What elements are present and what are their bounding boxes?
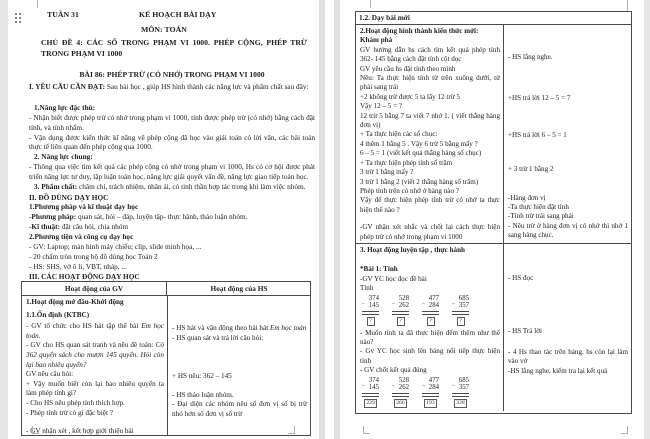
page-title: KẾ HOẠCH BÀI DẠY	[139, 10, 217, 19]
subtrahend-row	[361, 383, 379, 392]
hs-paragraph: -HS lắng nghe, kiểm tra lại kết quả	[508, 366, 608, 375]
activity-heading: 1.Hoạt động mở đầu-Khởi động	[26, 298, 124, 306]
equals-rule	[392, 311, 409, 315]
gv-paragraph: -GV nhận xét nhắc và chốt lại cách thực hiện phép trừ có nhớ trong phạm vi 1000	[360, 223, 500, 241]
gv-text: - GV tổ chức cho HS hát tập thể bài	[26, 322, 142, 331]
gv-paragraph: + Ta thực hiện phép tính số trăm	[360, 158, 453, 167]
subtraction-problem	[362, 295, 379, 328]
hs-paragraph: - 4 Hs thao tác trên bảng, hs còn lại làm vào vở	[508, 347, 628, 366]
answer-box: ?	[367, 317, 375, 326]
left-margin-strip	[0, 0, 8, 439]
exercise-heading: *Bài 1: Tính	[360, 265, 398, 274]
gv-paragraph: GV nêu câu hỏi:	[26, 370, 74, 379]
equals-rule	[452, 393, 469, 397]
hs-paragraph: + HS nêu: 362 – 145	[172, 372, 232, 381]
subtrahend-row	[451, 301, 469, 310]
hs-text: - HS hát và vận động theo bài hát	[172, 324, 271, 332]
subtraction-problem	[452, 295, 469, 328]
gv-cell	[356, 25, 503, 243]
minuend: 477	[428, 376, 439, 384]
technique-label: -Kĩ thuật:	[29, 222, 61, 232]
subtraction-problem	[392, 377, 409, 410]
activity-subheading: 1.1.Ổn định (KTBC)	[26, 310, 90, 319]
hs-paragraph: +HS trả lời 12 – 5 = 7	[508, 94, 571, 103]
page-2	[340, 0, 644, 439]
subtrahend-row	[421, 301, 439, 310]
right-margin-strip	[644, 0, 650, 439]
minus-icon: −	[421, 383, 426, 390]
column-header-gv: Hoạt động của GV	[22, 282, 167, 295]
row-day-bai-moi: 1.2. Dạy bài mới	[356, 12, 631, 25]
gv-paragraph: GV hướng dẫn hs cách tìm kết quả phép tính 362- 145 bằng cách đặt tính cột dọc	[360, 45, 500, 64]
minuend: 374	[368, 294, 379, 302]
equals-rule	[422, 311, 439, 315]
subtraction-problems-solved	[362, 377, 500, 410]
song-title: Em học toán	[270, 324, 307, 332]
answer-box: 193	[426, 399, 435, 406]
table-row	[356, 25, 631, 244]
gv-paragraph: +2 không trừ được 5 ta lấy 12 trừ 5	[360, 92, 460, 101]
gv-paragraph: - GV chốt kết quả đúng	[360, 366, 427, 375]
minuend: 685	[458, 294, 469, 302]
requirements-label: I. YÊU CẦU CẦN ĐẠT:	[29, 82, 106, 91]
quality-label: 3. Phẩm chất:	[34, 181, 78, 191]
equals-rule	[422, 393, 439, 397]
gv-cell	[22, 296, 167, 436]
answer-box: ?	[397, 317, 405, 326]
table-row	[356, 244, 631, 411]
subtraction-problem	[422, 377, 439, 410]
subtrahend: 284	[428, 302, 439, 310]
gv-cell	[356, 244, 503, 411]
activity-heading: 2.Hoạt động hình thành kiến thức mới:	[360, 27, 479, 35]
gv-paragraph: 3 trừ 1 bằng 2 (viết 2 thẳng hàng số trăm)	[360, 177, 479, 186]
equals-rule	[452, 311, 469, 315]
hs-paragraph: -Hàng đơn vị	[508, 193, 546, 202]
minus-icon: −	[451, 383, 456, 390]
text-boundary-mark	[37, 0, 38, 8]
subtrahend-row	[421, 383, 439, 392]
subtrahend: 145	[368, 302, 379, 310]
section-heading: 2. Năng lực chung:	[34, 152, 93, 162]
gv-paragraph: - Cho HS nêu phép tính thích hợp.	[26, 398, 125, 407]
gv-paragraph: + Ta thực hiện các số chục:	[360, 130, 438, 139]
activity-heading: 3. Hoạt động luyện tập , thực hành	[360, 246, 465, 254]
answer-box: 266	[396, 399, 405, 406]
lesson-title: BÀI 86: PHÉP TRỪ (CÓ NHỚ) TRONG PHẠM VI 1000	[79, 70, 265, 79]
subtrahend: 284	[428, 384, 439, 392]
song-title: Em học toán.	[26, 322, 165, 340]
activity-subheading: Khám phá	[360, 36, 393, 45]
gv-paragraph: + Vậy muốn biết còn lại bao nhiêu quyển ta làm phép tính gì?	[26, 379, 164, 398]
hs-paragraph: -Ta thực hiện đặt tính	[508, 203, 569, 212]
body-paragraph: - Vận dụng được kiến thức kĩ năng về phép cộng đã học vào giải toán có lời văn, các bài toán thực tế liên quan đến phép cộng qua 1000.	[29, 132, 315, 152]
equals-rule	[392, 393, 409, 397]
answer-box: 229	[366, 399, 375, 406]
hs-paragraph: -Tính trừ trái sang phải	[508, 212, 574, 221]
subtrahend-row	[451, 383, 469, 392]
subtrahend: 262	[398, 302, 409, 310]
hs-paragraph: - HS đọc	[508, 274, 534, 282]
subtraction-problem	[392, 295, 409, 328]
theme-label: CHỦ ĐỀ 4: CÁC SỐ TRONG PHẠM VI 1000. PHÉP CỘNG, PHÉP TRỪ TRONG PHẠM VI 1000	[41, 38, 307, 58]
body-paragraph	[29, 182, 315, 192]
text-boundary-mark	[627, 0, 628, 11]
gv-paragraph: Vậy để thực hiện phép tính trừ có nhớ ta thực hiện thế nào ?	[360, 196, 500, 214]
equals-rule	[362, 311, 379, 315]
subtrahend-row	[391, 301, 409, 310]
gv-paragraph: Tính	[360, 284, 374, 293]
hs-cell	[167, 296, 310, 436]
subject-label: MÔN: TOÁN	[141, 25, 187, 34]
answer-box: ?	[427, 317, 435, 326]
gv-paragraph: 3 trừ 1 bằng mấy ?	[360, 168, 414, 177]
subtraction-problems-unsolved	[362, 295, 500, 328]
gv-paragraph: GV yêu cầu hs đặt tính theo mình	[360, 64, 456, 73]
subtraction-problem	[422, 295, 439, 328]
equals-rule	[362, 393, 379, 397]
minuend: 528	[398, 294, 409, 302]
gv-paragraph	[26, 322, 164, 341]
quality-text: chăm chỉ, trách nhiệm, nhân ái, có tinh thần hợp tác trong khi làm việc nhóm.	[77, 181, 306, 191]
minus-icon: −	[391, 383, 396, 390]
gv-paragraph: 4 thêm 1 bằng 5 . Vậy 6 trừ 5 bằng mấy ?	[360, 139, 478, 148]
minus-icon: −	[361, 301, 366, 308]
subtrahend: 357	[458, 384, 469, 392]
hs-paragraph: + 3 trừ 1 bằng 2	[508, 165, 554, 174]
hs-paragraph: - HS thảo luận nhóm.	[172, 390, 234, 399]
text-boundary-mark	[370, 0, 371, 8]
subtrahend: 145	[368, 384, 379, 392]
body-paragraph	[29, 212, 315, 222]
math-problem-text: Có 362 quyển sách cho mượn 145 quyển. Hỏi còn lại bao nhiêu quyển?	[26, 341, 164, 369]
hs-paragraph: - HS quan sát và trả lời câu hỏi:	[172, 333, 264, 342]
minus-icon: −	[391, 301, 396, 308]
body-paragraph: - 20 chấm tròn trong bộ đồ dùng học Toán 2	[29, 251, 158, 261]
week-label: TUẦN 31	[47, 10, 79, 19]
text-boundary-mark	[621, 426, 628, 434]
section-heading: 2.Phương tiện và công cụ dạy học	[29, 231, 134, 241]
body-paragraph: - Thông qua việc tìm kết quả các phép cộng có nhớ trong phạm vi 1000, Hs có cơ hội được phát triển năng lực tư duy, lập luận toán học, năng lực giải quyết vấn đề, năng lực giao tiếp toán học.	[29, 162, 315, 181]
hs-paragraph: - Đại diện các nhóm nêu số đơn vị số bị trừ nhỏ hơn số đơn vị số trừ	[172, 400, 307, 418]
table-header-row	[22, 282, 310, 296]
minuend: 477	[428, 294, 439, 302]
gv-paragraph: Phép tính trên có nhớ ở hàng nào ?	[360, 186, 459, 195]
hs-paragraph: - HS lắng nghe.	[508, 53, 553, 61]
body-paragraph: - GV: Laptop; màn hình máy chiếu; clip, slide minh họa, ...	[29, 241, 202, 251]
answer-box: ?	[457, 317, 465, 326]
body-paragraph: - HS: SHS, vở ô li, VBT, nháp, ...	[29, 261, 127, 271]
gv-paragraph: Vậy 12 – 5 = ?	[360, 102, 403, 111]
method-label: -Phương pháp:	[29, 212, 77, 222]
gv-paragraph: - Muốn tính ta đã thực hiện đếm thêm như thế nào?	[360, 328, 500, 347]
section-heading: II. ĐỒ DÙNG DẠY HỌC	[29, 192, 109, 202]
gv-paragraph: Nêu: Ta thực hiện tính từ trên xuống dưới, từ phải sang trái	[360, 74, 500, 92]
minus-icon: −	[361, 383, 366, 390]
hs-paragraph: - HS Trả lời	[508, 327, 542, 336]
section-heading: 1.Phương pháp và kĩ thuật dạy học	[29, 202, 139, 212]
minus-icon: −	[451, 301, 456, 308]
gv-paragraph: 6 – 5 = 1 (viết kết quả thẳng hàng số chục)	[360, 149, 482, 158]
gv-paragraph: - Phép tính trừ có gì đặc biệt ?	[26, 408, 113, 417]
technique-text: đặt câu hỏi, chia nhóm	[60, 222, 129, 232]
subtraction-problem	[452, 377, 469, 410]
hs-paragraph: +HS trả lời 6 – 5 = 1	[508, 130, 567, 139]
text-boundary-mark	[288, 426, 295, 434]
activities-table	[21, 281, 311, 436]
gv-paragraph: -GV YC học đọc đề bài	[360, 274, 427, 283]
activities-table-continued	[355, 11, 632, 414]
gv-paragraph: 12 trừ 5 bằng 7 ta viết 7 nhớ 1. ( viết thẳng hàng đơn vị)	[360, 111, 500, 130]
minuend: 528	[398, 376, 409, 384]
hs-paragraph	[172, 324, 307, 334]
answer-box: 328	[456, 399, 465, 406]
gv-paragraph: - GV nhận xét , kết hợp giới thiệu bài	[26, 427, 134, 436]
minuend: 685	[458, 376, 469, 384]
requirements-paragraph	[29, 82, 315, 92]
subtrahend: 357	[458, 302, 469, 310]
hs-cell	[503, 25, 631, 243]
lesson-body	[29, 103, 315, 282]
subtrahend-row	[391, 383, 409, 392]
hs-paragraph: - Nêu trừ ở hàng đơn vị có nhớ thì nhớ 1 sang hàng chục.	[508, 221, 628, 240]
body-paragraph	[29, 222, 315, 232]
table-row	[22, 296, 310, 436]
subtrahend: 262	[398, 384, 409, 392]
gv-paragraph: - Gv YC học sinh lên bảng nối tiếp thực hiện tính	[360, 347, 500, 365]
method-text: quan sát, hỏi – đáp, luyện tập- thực hành, thảo luận nhóm.	[76, 212, 248, 222]
column-header-hs: Hoạt động của HS	[210, 284, 268, 293]
requirements-text: Sau bài học , giúp HS hình thành các năng lực và phẩm chất sau đây:	[105, 82, 309, 91]
gv-text: - GV cho HS quan sát tranh và nêu đề toán:	[26, 341, 156, 350]
page-gutter	[319, 0, 325, 439]
text-boundary-mark	[32, 426, 39, 434]
minus-icon: −	[421, 301, 426, 308]
minuend: 374	[368, 376, 379, 384]
body-paragraph: - Nhận biết được phép trừ có nhớ trong phạm vi 1000, tính được phép trừ (có nhớ) bằng cách đặt tính, và tính nhẩm.	[29, 112, 315, 132]
subtrahend-row	[361, 301, 379, 310]
text-boundary-mark	[363, 426, 370, 434]
section-heading: 1.Năng lực đặc thù:	[34, 103, 96, 112]
header-row	[8, 10, 308, 22]
subtraction-problem	[362, 377, 379, 410]
page-1	[8, 0, 319, 439]
section-heading: III. CÁC HOẠT ĐỘNG DẠY HỌC	[29, 272, 140, 282]
hs-cell	[503, 244, 631, 411]
gv-paragraph	[26, 341, 164, 370]
